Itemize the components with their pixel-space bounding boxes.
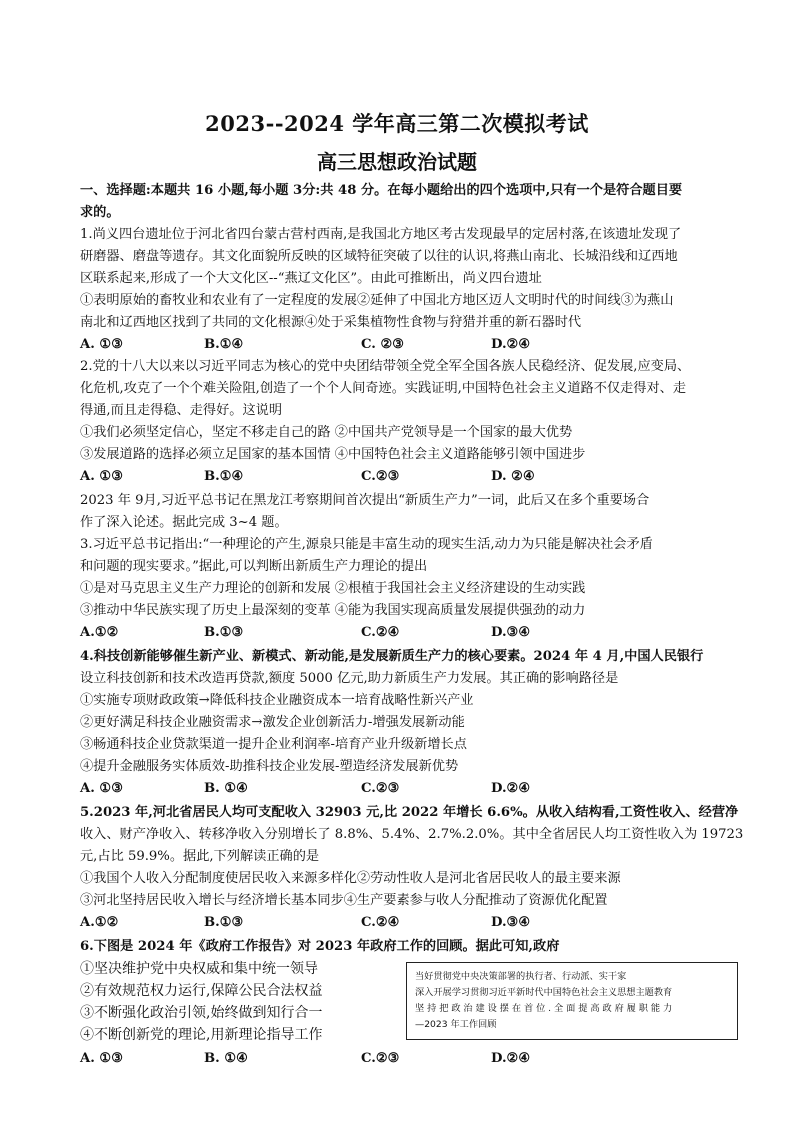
q3-item: ①是对马克思主义生产力理论的创新和发展 ②根植于我国社会主义经济建设的生动实践 bbox=[80, 581, 586, 596]
q1-option-d: D.②④ bbox=[491, 337, 531, 352]
q3-stem: 3.习近平总书记指出:“一种理论的产生,源泉只能是丰富生动的现实生活,动力为只能是解决社会矛盾 bbox=[80, 537, 653, 552]
q1-stem: 区联系起来,形成了一个大文化区--“燕辽文化区”。由此可推断出，尚义四台遗址 bbox=[80, 271, 542, 286]
q4-option-b: B. ①④ bbox=[204, 781, 248, 796]
q2-item: ①我们必须坚定信心，坚定不移走自己的路 ②中国共产党领导是一个国家的最大优势 bbox=[80, 425, 573, 440]
q2-item: ③发展道路的选择必须立足国家的基本国情 ④中国特色社会主义道路能够引领中国进步 bbox=[80, 447, 586, 462]
q3-option-c: C.②④ bbox=[361, 625, 400, 640]
q2-stem: 得通,而且走得稳、走得好。这说明 bbox=[80, 403, 283, 418]
q5-item: ③河北坚持居民收入增长与经济增长基本同步④生产要素参与收人分配推动了资源优化配置 bbox=[80, 893, 608, 908]
q1-option-b: B.①④ bbox=[204, 337, 244, 352]
q4-stem: 4.科技创新能够催生新产业、新模式、新动能,是发展新质生产力的核心要素。2024 年 4 月,中国人民银行 bbox=[80, 649, 704, 664]
q1-stem: 研磨器、磨盘等遗存。其文化面貌所反映的区域特征突破了以往的认识,将燕山南北、长城沿线和辽西地 bbox=[80, 249, 678, 264]
q4-item: ②更好满足科技企业融资需求→激发企业创新活力-增强发展新动能 bbox=[80, 715, 465, 730]
q6-figure-line: 坚 持 把 政 治 建 设 摆 在 首 位 . 全 面 提 高 政 府 履 职 能 力 bbox=[415, 1003, 673, 1014]
q5-option-a: A.①② bbox=[80, 915, 119, 930]
q5-stem: 5.2023 年,河北省居民人均可支配收入 32903 元,比 2022 年增长 6.6%。从收入结构看,工资性收入、经营净 bbox=[80, 805, 739, 820]
q3-option-b: B.①③ bbox=[204, 625, 244, 640]
material-text: 2023 年 9月,习近平总书记在黑龙江考察期间首次提出“新质生产力”一词，此后又在多个重要场合 bbox=[80, 493, 650, 508]
q4-item: ④提升金融服务实体质效-助推科技企业发展-塑造经济发展新优势 bbox=[80, 759, 459, 774]
q3-stem: 和问题的现实要求。”据此,可以判断出新质生产力理论的提出 bbox=[80, 559, 428, 574]
q2-option-b: B.①④ bbox=[204, 469, 244, 484]
instructions-line: 一、选择题:本题共 16 小题,每小题 3分:共 48 分。在每小题给出的四个选项中,只有一个是符合题目要 bbox=[80, 183, 683, 198]
q6-stem: 6.下图是 2024 年《政府工作报告》对 2023 年政府工作的回顾。据此可知,政府 bbox=[80, 939, 560, 954]
q6-item: ①坚决维护党中央权威和集中统一领导 bbox=[80, 961, 318, 977]
material-text: 作了深入论述。据此完成 3~4 题。 bbox=[80, 515, 288, 530]
q5-option-d: D.③④ bbox=[491, 915, 531, 930]
q3-option-d: D.③④ bbox=[491, 625, 531, 640]
q6-figure-line: 当好贯彻党中央决策部署的执行者、行动派、实干家 bbox=[415, 971, 627, 982]
q4-option-c: C.②③ bbox=[361, 781, 400, 796]
q6-option-c: C.②③ bbox=[361, 1051, 400, 1066]
q4-option-a: A. ①③ bbox=[80, 781, 124, 796]
q6-figure-box bbox=[406, 962, 738, 1040]
q6-option-d: D.②④ bbox=[491, 1051, 531, 1066]
q6-option-a: A. ①③ bbox=[80, 1051, 124, 1066]
q3-item: ③推动中华民族实现了历史上最深刻的变革 ④能为我国实现高质量发展提供强劲的动力 bbox=[80, 603, 586, 618]
q5-stem: 元,占比 59.9%。据此,下列解读正确的是 bbox=[80, 849, 320, 864]
q1-option-a: A. ①③ bbox=[80, 337, 124, 352]
q1-option-c: C. ②③ bbox=[361, 337, 405, 352]
q4-option-d: D.②④ bbox=[491, 781, 531, 796]
q2-stem: 2.党的十八大以来以习近平同志为核心的党中央团结带领全党全军全国各族人民稳经济、促发展,应变局、 bbox=[80, 359, 691, 374]
q2-stem: 化危机,攻克了一个个难关险阻,创造了一个个人间奇迹。实践证明,中国特色社会主义道路不仅走得对、走 bbox=[80, 381, 687, 396]
q6-figure-line: 深入开展学习贯彻习近平新时代中国特色社会主义思想主题教育 bbox=[415, 987, 673, 998]
q2-option-a: A. ①③ bbox=[80, 469, 124, 484]
q1-item: ①表明原始的畜牧业和农业有了一定程度的发展②延伸了中国北方地区迈人文明时代的时间线③为燕山 bbox=[80, 293, 674, 308]
q6-figure-caption: —2023 年工作回顾 bbox=[415, 1019, 497, 1030]
q5-option-c: C.②④ bbox=[361, 915, 400, 930]
q6-item: ③不断强化政治引领,始终做到知行合一 bbox=[80, 1005, 323, 1021]
q6-item: ④不断创新党的理论,用新理论指导工作 bbox=[80, 1027, 323, 1043]
q2-option-c: C.②③ bbox=[361, 469, 400, 484]
q4-item: ③畅通科技企业贷款渠道一提升企业利润率-培育产业升级新增长点 bbox=[80, 737, 467, 752]
q6-item: ②有效规范权力运行,保障公民合法权益 bbox=[80, 983, 323, 999]
q5-option-b: B.①③ bbox=[204, 915, 244, 930]
q2-option-d: D. ②④ bbox=[491, 469, 535, 484]
q4-stem: 设立科技创新和技术改造再贷款,额度 5000 亿元,助力新质生产力发展。其正确的影响路径是 bbox=[80, 671, 619, 686]
q1-item: 南北和辽西地区找到了共同的文化根源④处于采集植物性食物与狩猎并重的新石器时代 bbox=[80, 315, 582, 330]
q4-item: ①实施专项财政政策→降低科技企业融资成本一培育战略性新兴产业 bbox=[80, 693, 474, 708]
q5-stem: 收入、财产净收入、转移净收入分别增长了 8.8%、5.4%、2.7%.2.0%。其中全省居民人均工资性收入为 19723 bbox=[80, 827, 744, 842]
q3-option-a: A.①② bbox=[80, 625, 119, 640]
exam-subtitle: 高三思想政治试题 bbox=[317, 150, 477, 174]
q6-option-b: B. ①④ bbox=[204, 1051, 248, 1066]
q5-item: ①我国个人收入分配制度使居民收入来源多样化②劳动性收人是河北省居民收人的最主要来源 bbox=[80, 871, 621, 886]
q1-stem: 1.尚义四台遗址位于河北省四台蒙古营村西南,是我国北方地区考古发现最早的定居村落,在该遗址发现了 bbox=[80, 227, 682, 242]
exam-title: 2023--2024 学年高三第二次模拟考试 bbox=[205, 111, 589, 136]
instructions-line: 求的。 bbox=[80, 205, 120, 220]
